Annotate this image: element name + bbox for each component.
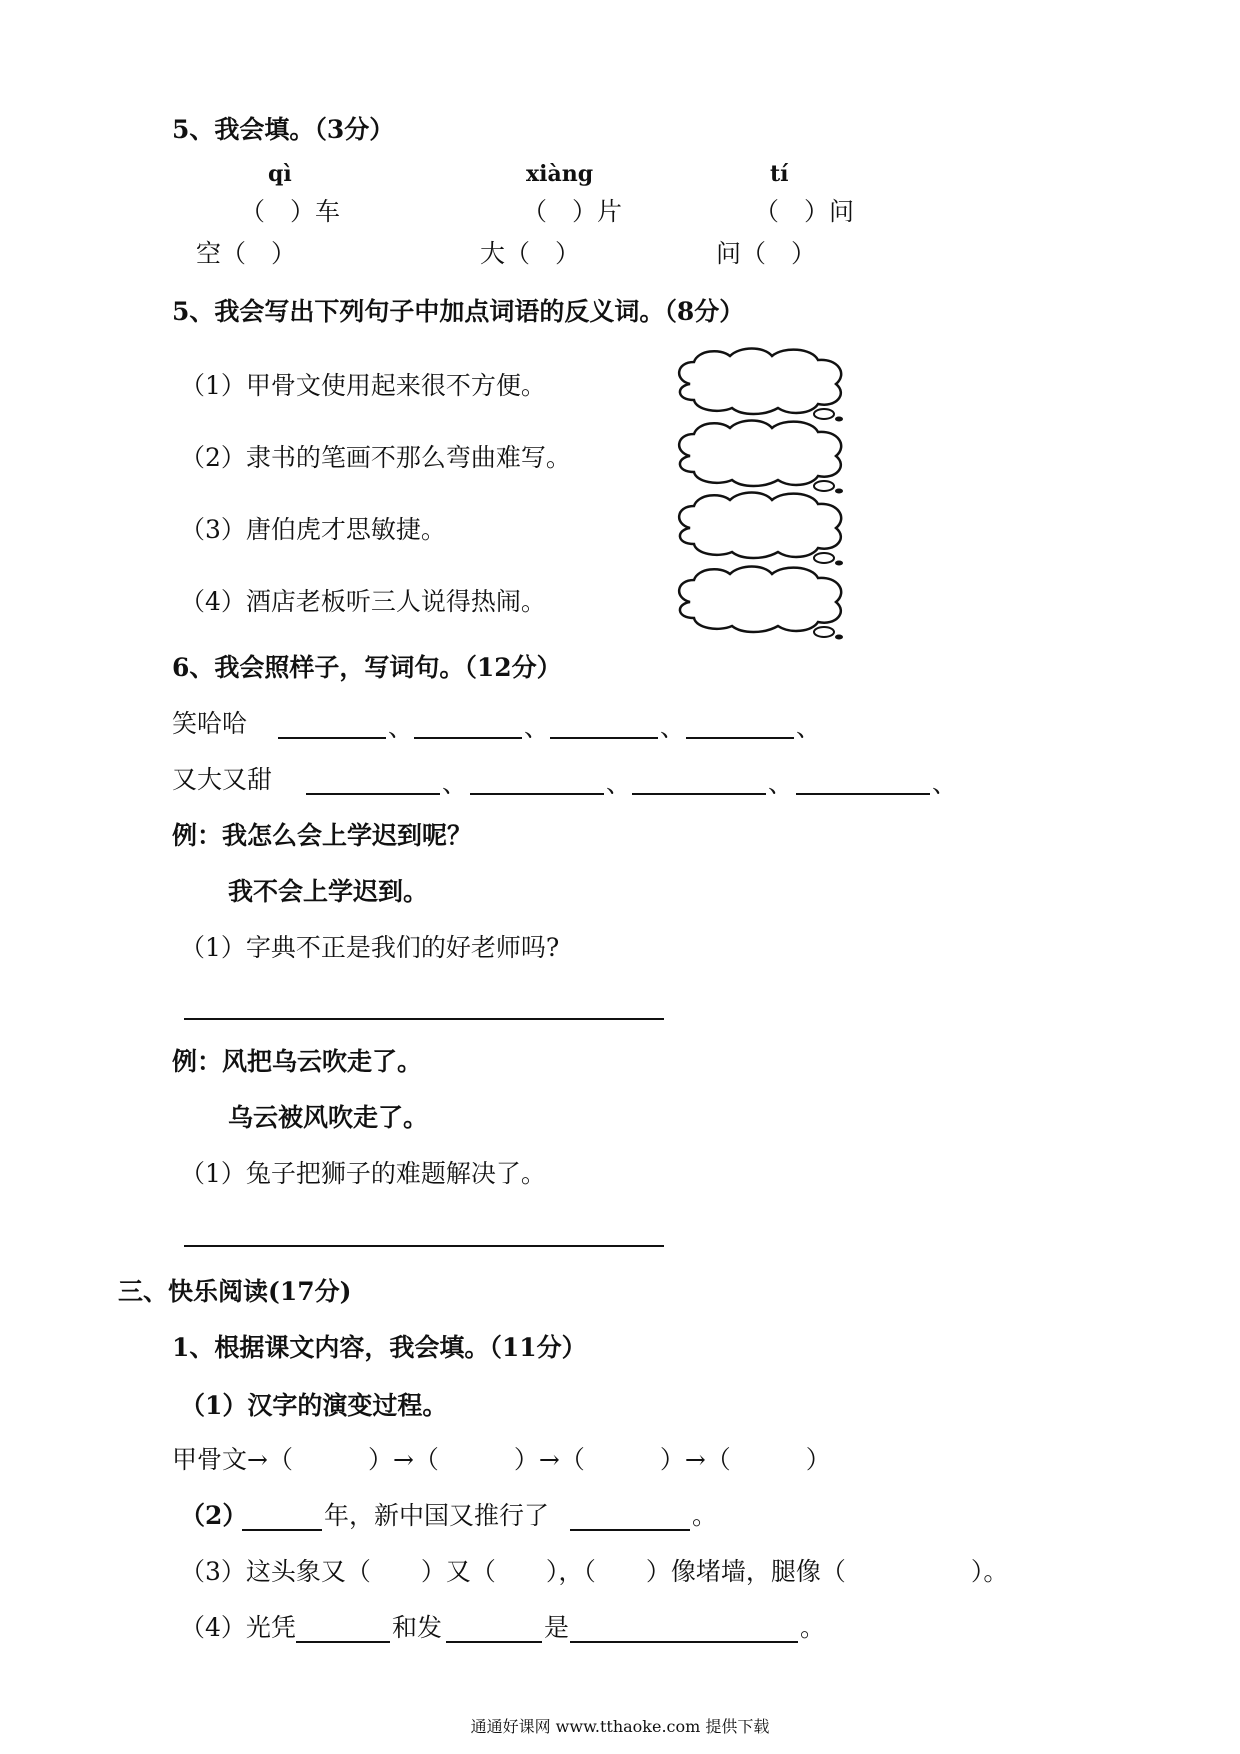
sec3-sub4-end: 。 <box>800 1613 826 1642</box>
q5b-item-3: （3）唐伯虎才思敏捷。 <box>180 515 446 544</box>
separator: 、 <box>524 713 550 742</box>
q5a-title: 5、我会填。（3分） <box>172 115 395 144</box>
fill-pian[interactable]: （ ）片 <box>522 197 623 226</box>
answer-cloud-icon[interactable] <box>672 564 852 640</box>
example-1-question: （1）字典不正是我们的好老师吗? <box>180 933 560 962</box>
evolution-line[interactable]: 甲骨文→（ ）→（ ）→（ ）→（ ） <box>172 1445 831 1474</box>
q5b-item-1: （1）甲骨文使用起来很不方便。 <box>180 371 546 400</box>
fill-wen[interactable]: （ ）问 <box>754 197 855 226</box>
answer-blank[interactable] <box>550 737 658 739</box>
answer-blank[interactable] <box>242 1529 322 1531</box>
answer-blank[interactable] <box>570 1641 798 1643</box>
example-2-answer: 乌云被风吹走了。 <box>228 1103 429 1132</box>
answer-blank[interactable] <box>632 793 766 795</box>
fill-kong[interactable]: 空（ ） <box>196 239 297 268</box>
q5b-item-4: （4）酒店老板听三人说得热闹。 <box>180 587 546 616</box>
q5b-item-2: （2）隶书的笔画不那么弯曲难写。 <box>180 443 571 472</box>
answer-line[interactable] <box>184 1245 664 1247</box>
answer-blank[interactable] <box>470 793 604 795</box>
pinyin-ti: tí <box>770 161 789 187</box>
sec3-q1-title: 1、根据课文内容，我会填。（11分） <box>172 1333 587 1362</box>
fill-da[interactable]: 大（ ） <box>480 239 581 268</box>
footer-credit: 通通好课网 www.tthaoke.com 提供下载 <box>470 1717 770 1736</box>
answer-line[interactable] <box>184 1018 664 1020</box>
q5b-title: 5、我会写出下列句子中加点词语的反义词。（8分） <box>172 297 745 326</box>
example-2-question: （1）兔子把狮子的难题解决了。 <box>180 1159 546 1188</box>
sec3-sub2-end: 。 <box>692 1501 718 1530</box>
example-2-label: 例：风把乌云吹走了。 <box>172 1047 423 1076</box>
word-xiaohaha: 笑哈哈 <box>172 709 248 738</box>
pinyin-xiang: xiàng <box>526 161 594 187</box>
section-3-title: 三、快乐阅读(17分) <box>118 1277 352 1306</box>
separator: 、 <box>932 769 958 798</box>
answer-blank[interactable] <box>306 793 440 795</box>
separator: 、 <box>660 713 686 742</box>
fill-che[interactable]: （ ）车 <box>240 197 341 226</box>
separator: 、 <box>768 769 794 798</box>
sec3-sub2-text: 年，新中国又推行了 <box>324 1501 550 1530</box>
example-1-answer: 我不会上学迟到。 <box>228 877 429 906</box>
separator: 、 <box>442 769 468 798</box>
sec3-sub4-label: （4）光凭 <box>180 1613 296 1642</box>
answer-blank[interactable] <box>570 1529 690 1531</box>
answer-blank[interactable] <box>796 793 930 795</box>
sec3-sub4-text2: 是 <box>544 1613 570 1642</box>
answer-cloud-icon[interactable] <box>672 346 852 422</box>
word-youdayoutian: 又大又甜 <box>172 765 273 794</box>
fill-wen2[interactable]: 问（ ） <box>716 239 817 268</box>
answer-blank[interactable] <box>296 1641 390 1643</box>
sec3-sub2-label: （2） <box>180 1501 248 1530</box>
pinyin-qi: qì <box>268 161 292 187</box>
separator: 、 <box>606 769 632 798</box>
sec3-sub3[interactable]: （3）这头象又（ ）又（ ），（ ）像堵墙，腿像（ ）。 <box>180 1557 1009 1586</box>
separator: 、 <box>796 713 822 742</box>
answer-blank[interactable] <box>414 737 522 739</box>
sec3-sub4-text1: 和发 <box>392 1613 443 1642</box>
answer-blank[interactable] <box>446 1641 542 1643</box>
example-1-label: 例：我怎么会上学迟到呢？ <box>172 821 473 850</box>
separator: 、 <box>388 713 414 742</box>
answer-cloud-icon[interactable] <box>672 490 852 566</box>
answer-blank[interactable] <box>278 737 386 739</box>
q6-title: 6、我会照样子，写词句。（12分） <box>172 653 562 682</box>
sec3-sub1: （1）汉字的演变过程。 <box>180 1391 448 1420</box>
answer-blank[interactable] <box>686 737 794 739</box>
answer-cloud-icon[interactable] <box>672 418 852 494</box>
